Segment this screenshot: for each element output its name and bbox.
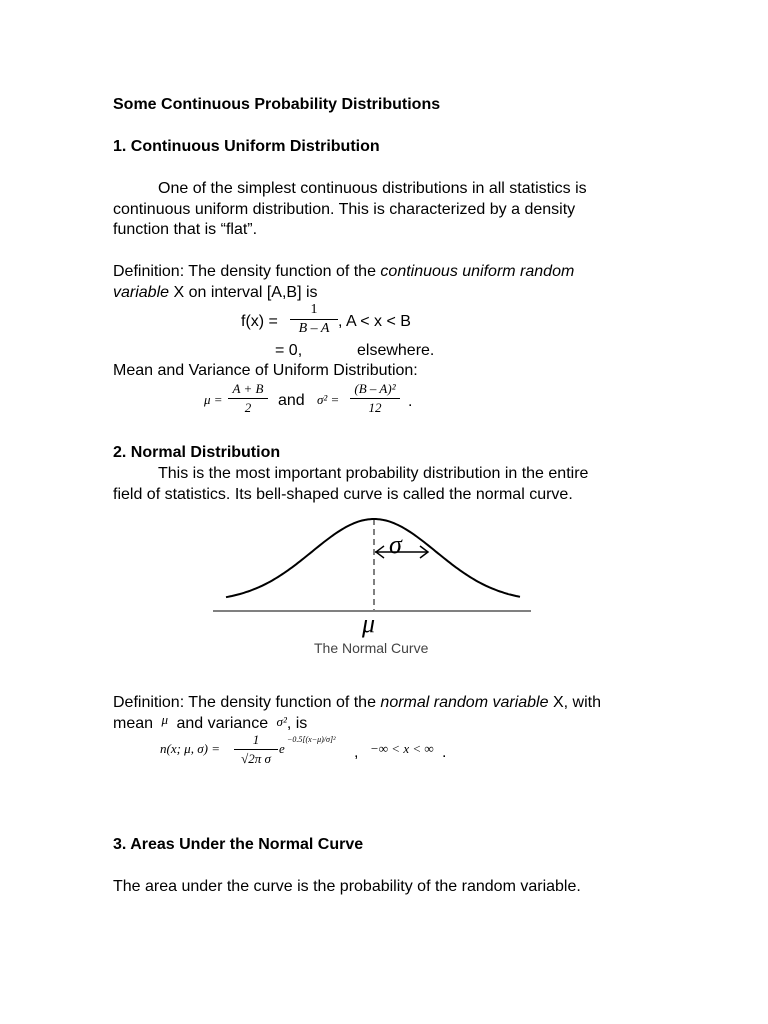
mean-variance-heading: Mean and Variance of Uniform Distribution: (113, 362, 418, 379)
uniform-mean-fraction: A + B 2 (228, 381, 268, 416)
uniform-variance-lhs: σ² = (317, 392, 340, 407)
and-word: and (278, 392, 305, 409)
page-title: Some Continuous Probability Distributions (113, 96, 441, 113)
uniform-definition-line-2: variable X on interval [A,B] is (113, 284, 318, 301)
section-2-paragraph-line-1: This is the most important probability distribution in the entire (158, 465, 589, 482)
uniform-mean-lhs: μ = (204, 392, 223, 407)
sigma-label: σ (389, 530, 402, 559)
section-2-paragraph-line-2: field of statistics. Its bell-shaped curve is called the normal curve. (113, 486, 573, 503)
normal-definition-line-2: mean $^\mu$ and variance σ², is (113, 712, 308, 732)
section-3-text: The area under the curve is the probability of the random variable. (113, 878, 581, 895)
uniform-fx-elsewhere: elsewhere. (357, 342, 435, 359)
mu-label: μ (362, 609, 376, 638)
uniform-definition-line-1: Definition: The density function of the continuous uniform random (113, 263, 575, 280)
section-1-heading: 1. Continuous Uniform Distribution (113, 138, 380, 155)
section-2-heading: 2. Normal Distribution (113, 444, 281, 461)
section-1-paragraph-line-3: function that is “flat”. (113, 221, 258, 238)
variance-period: . (408, 393, 413, 410)
normal-pdf-period: . (442, 744, 447, 761)
uniform-fx-fraction: 1 B – A (290, 302, 338, 337)
normal-pdf-fraction: 1 √2π σ (234, 732, 278, 767)
uniform-fx-range: , A < x < B (338, 313, 411, 330)
uniform-fx-zero: = 0, (275, 342, 303, 359)
normal-pdf-comma: , (354, 744, 359, 761)
section-1-paragraph-line-2: continuous uniform distribution. This is characterized by a density (113, 201, 576, 218)
figure-caption: The Normal Curve (314, 640, 429, 656)
uniform-fx-label: f(x) = (241, 313, 278, 330)
normal-definition-line-1: Definition: The density function of the normal random variable X, with (113, 694, 601, 711)
section-1-paragraph-line-1: One of the simplest continuous distributions in all statistics is (158, 180, 587, 197)
normal-pdf-exp-base: e (279, 741, 285, 756)
normal-pdf-exponent: −0.5[(x−μ)/σ]² (287, 735, 336, 744)
mean-symbol: μ (161, 712, 169, 727)
normal-pdf-lhs: n(x; μ, σ) = (160, 741, 220, 756)
uniform-variance-fraction: (B – A)² 12 (350, 381, 400, 416)
section-3-heading: 3. Areas Under the Normal Curve (113, 836, 364, 853)
variance-symbol: σ² (276, 714, 287, 729)
bell-curve (226, 519, 520, 597)
normal-pdf-range: −∞ < x < ∞ (370, 741, 434, 756)
